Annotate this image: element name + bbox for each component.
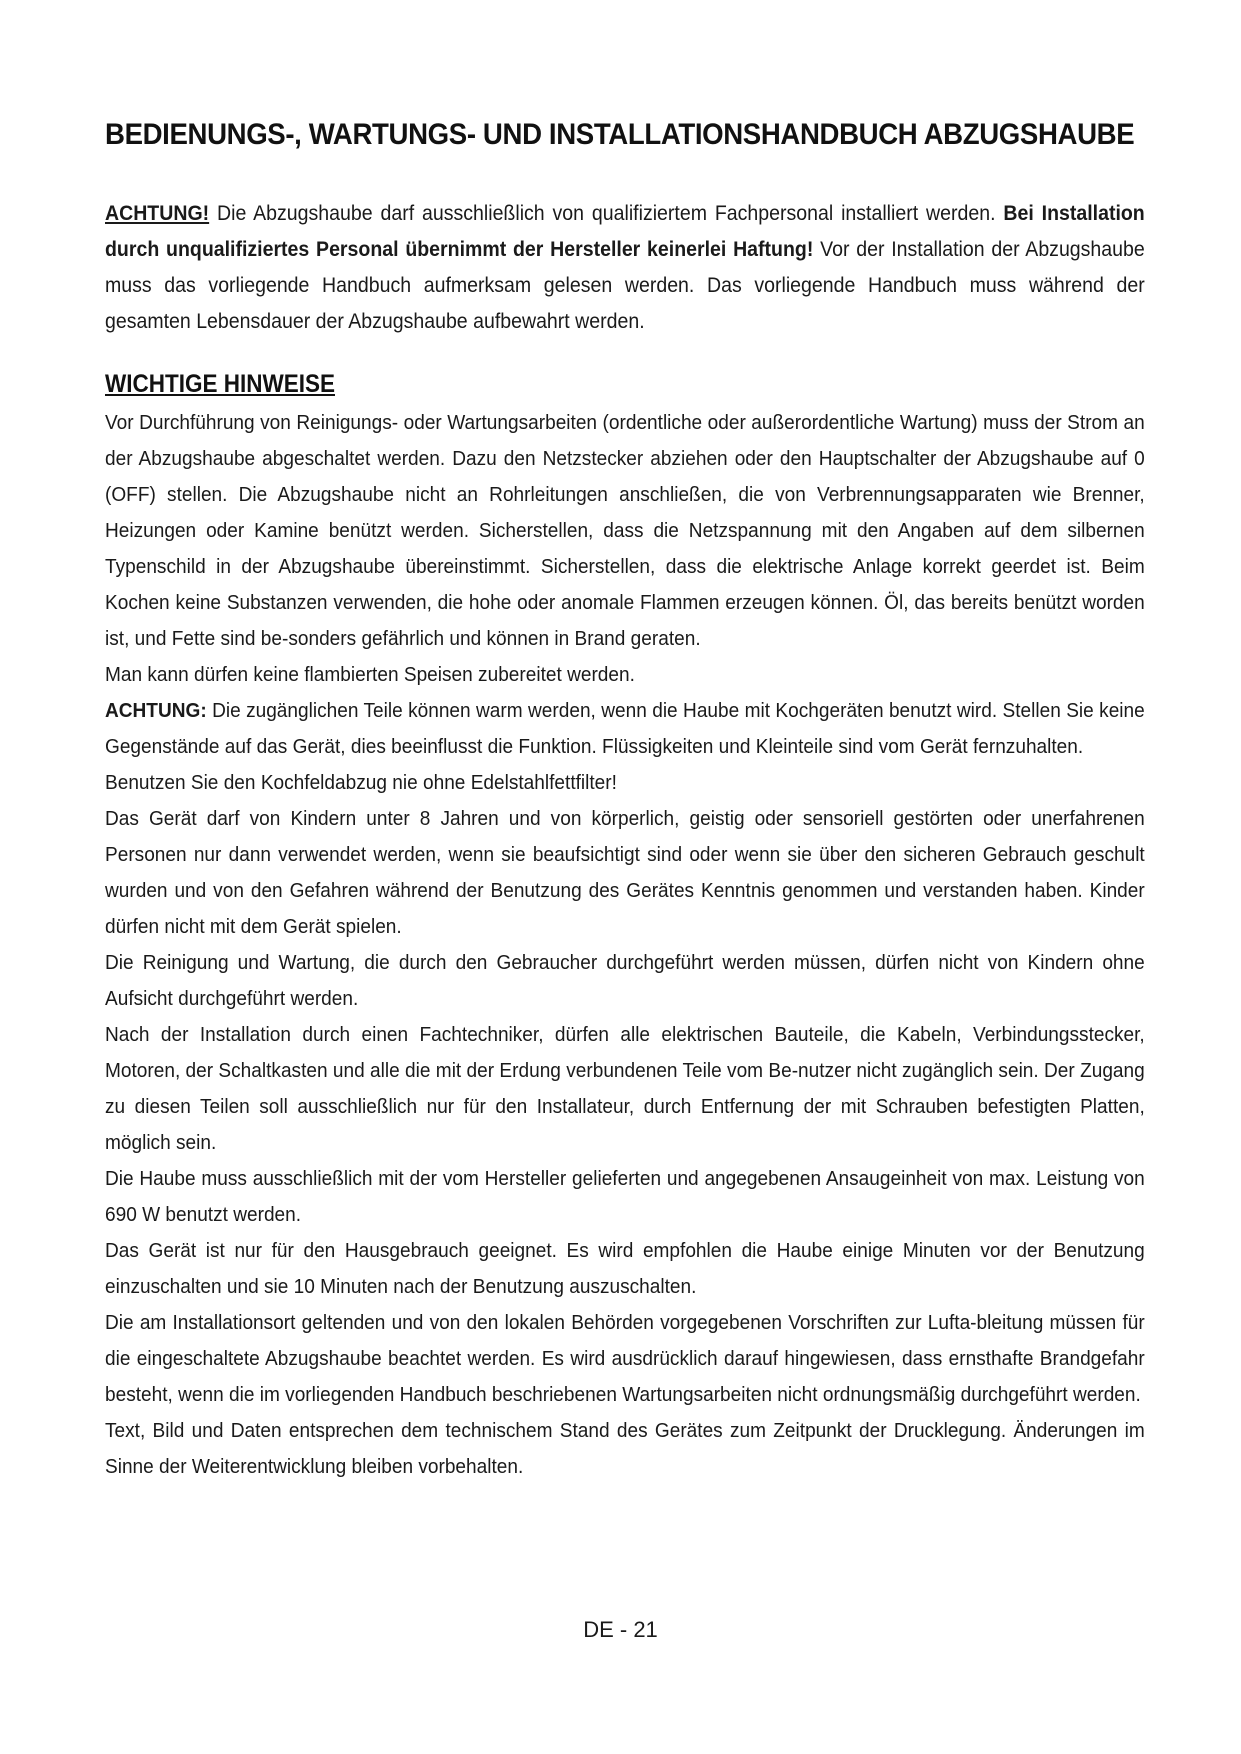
warning-label: ACHTUNG:	[105, 699, 207, 722]
paragraph-regulations: Die am Installationsort geltenden und von den lokalen Behörden vorgegebenen Vorschriften zur Lufta-bleitung müssen für die eingeschaltete Abzugshaube beachtet werden. Es wird ausdrücklich darauf hingewiesen, dass ernsthafte Brandgefahr besteht, wenn die im vorliegenden Handbuch beschriebenen Wartungsarbeiten nicht ordnungsmäßig durchgeführt werden.	[105, 1311, 1145, 1406]
intro-warning-label: ACHTUNG!	[105, 202, 210, 225]
paragraph-installation-access: Nach der Installation durch einen Fachtechniker, dürfen alle elektrischen Bauteile, die Kabeln, Verbindungsstecker, Motoren, der Schaltkasten und alle die mit der Erdung verbundenen Teile vom Be-nutzer nicht zugänglich sein. Der Zugang zu diesen Teilen soll ausschließlich nur für den Installateur, durch Entfernung der mit Schrauben befestigten Platten, möglich sein.	[105, 1023, 1145, 1154]
page-number: DE - 21	[583, 1617, 658, 1642]
intro-text-1: Die Abzugshaube darf ausschließlich von qualifiziertem Fachpersonal installiert werden.	[209, 202, 1004, 225]
paragraph-flambe: Man kann dürfen keine flambierten Speisen zubereitet werden.	[105, 663, 635, 686]
section-body	[105, 405, 1145, 1485]
paragraph-cleaning-children: Die Reinigung und Wartung, die durch den Gebraucher durchgeführt werden müssen, dürfen nicht von Kindern ohne Aufsicht durchgeführt werden.	[105, 951, 1145, 1010]
paragraph-household-use: Das Gerät ist nur für den Hausgebrauch geeignet. Es wird empfohlen die Haube einige Minuten vor der Benutzung einzuschalten und sie 10 Minuten nach der Benutzung auszuschalten.	[105, 1239, 1145, 1298]
paragraph-power-off: Vor Durchführung von Reinigungs- oder Wartungsarbeiten (ordentliche oder außerordentliche Wartung) muss der Strom an der Abzugshaube abgeschaltet werden. Dazu den Netzstecker abziehen oder den Hauptschalter der Abzugshaube auf 0 (OFF) stellen. Die Abzugshaube nicht an Rohrleitungen anschließen, die von Verbrennungsapparaten wie Brenner, Heizungen oder Kamine benützt werden. Sicherstellen, dass die Netzspannung mit den Angaben auf dem silbernen Typenschild in der Abzugshaube übereinstimmt. Sicherstellen, dass die elektrische Anlage korrekt geerdet ist. Beim Kochen keine Substanzen verwenden, die hohe oder anomale Flammen erzeugen können. Öl, das bereits benützt worden ist, und Fette sind be-sonders gefährlich und können in Brand geraten.	[105, 411, 1145, 650]
document-page	[105, 118, 1145, 1485]
section-title: WICHTIGE HINWEISE	[105, 370, 336, 398]
paragraph-disclaimer: Text, Bild und Daten entsprechen dem technischem Stand des Gerätes zum Zeitpunkt der Drucklegung. Änderungen im Sinne der Weiterentwicklung bleiben vorbehalten.	[105, 1419, 1145, 1478]
page-title: BEDIENUNGS-, WARTUNGS- UND INSTALLATIONSHANDBUCH ABZUGSHAUBE	[105, 118, 1135, 151]
warning-text: Die zugänglichen Teile können warm werden, wenn die Haube mit Kochgeräten benutzt wird. Stellen Sie keine Gegenstände auf das Gerät, dies beeinflusst die Funktion. Flüssigkeiten und Kleinteile sind vom Gerät fernzuhalten.	[105, 699, 1145, 758]
paragraph-suction-unit: Die Haube muss ausschließlich mit der vom Hersteller gelieferten und angegebenen Ansaugeinheit von max. Leistung von 690 W benutzt werden.	[105, 1167, 1145, 1226]
paragraph-grease-filter: Benutzen Sie den Kochfeldabzug nie ohne Edelstahlfettfilter!	[105, 771, 617, 794]
paragraph-children: Das Gerät darf von Kindern unter 8 Jahren und von körperlich, geistig oder sensoriell gestörten oder unerfahrenen Personen nur dann verwendet werden, wenn sie beaufsichtigt sind oder wenn sie über den sicheren Gebrauch geschult wurden und von den Gefahren während der Benutzung des Gerätes Kenntnis genommen und verstanden haben. Kinder dürfen nicht mit dem Gerät spielen.	[105, 807, 1145, 938]
intro-paragraph	[105, 196, 1145, 340]
paragraph-warning-warm-parts	[105, 693, 1145, 765]
intro-text-2: Vor der Installation der Abzugshaube muss das vorliegende Handbuch aufmerksam gelesen werden. Das vorliegende Handbuch muss während der gesamten Lebensdauer der Abzugshaube aufbewahrt werden.	[105, 238, 1145, 333]
intro-liability-notice: Bei Installation durch unqualifiziertes Personal übernimmt der Hersteller keinerlei Haftung!	[105, 202, 1145, 261]
